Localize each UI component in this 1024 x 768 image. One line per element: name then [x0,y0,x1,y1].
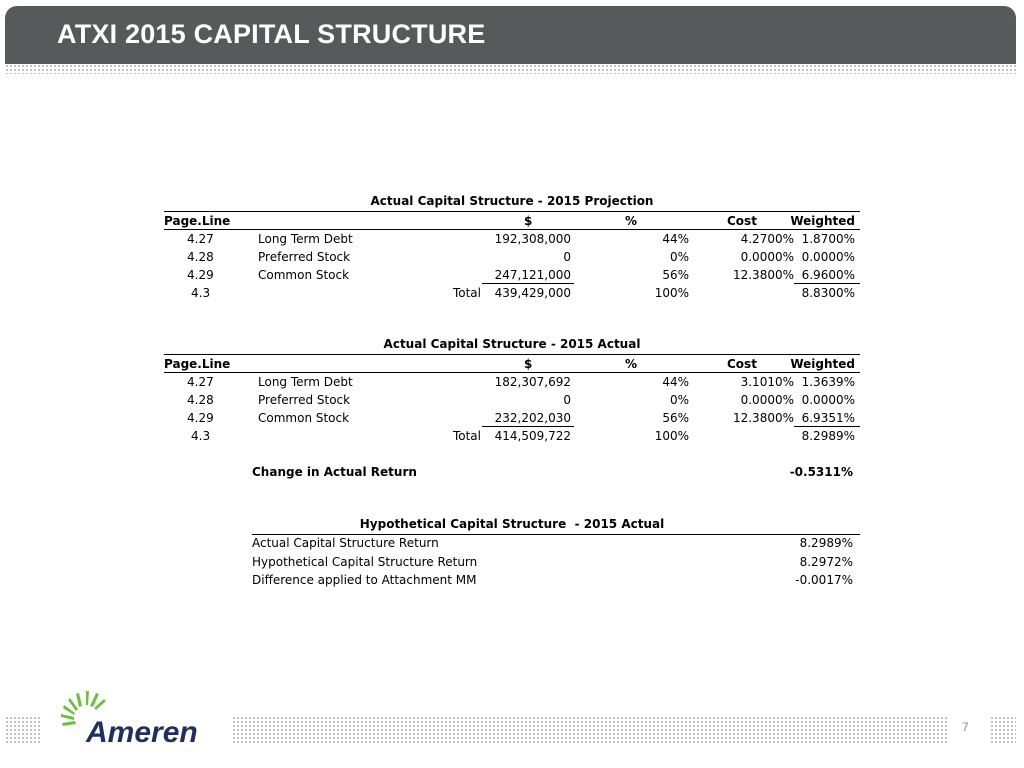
return-value: 8.2972% [799,555,853,569]
page-line: 4.27 [187,375,214,389]
ameren-logo-mark [60,687,210,745]
col-cost: Cost [727,214,757,228]
col-percent: % [625,357,638,371]
item-name: Long Term Debt [258,232,353,246]
col-page-line: Page.Line [164,357,231,371]
weighted-total: 8.8300% [801,286,855,300]
percent-value: 0% [669,250,689,264]
return-value: 8.2989% [799,536,853,550]
weighted-value: 0.0000% [801,393,855,407]
change-value: -0.5311% [789,465,853,479]
total-label: Total [452,286,481,300]
col-page-line: Page.Line [164,214,231,228]
change-row [164,463,860,481]
weighted-value: 6.9600% [801,268,855,282]
return-label: Actual Capital Structure Return [252,536,439,550]
percent-value: 44% [662,375,689,389]
dollars-value: 0 [563,393,571,407]
table-row [164,409,860,427]
col-dollars: $ [524,214,533,228]
ameren-logo [60,687,210,749]
cost-value: 4.2700% [740,232,794,246]
page-title: ATXI 2015 CAPITAL STRUCTURE [57,19,486,49]
col-dollars: $ [524,357,533,371]
item-name: Long Term Debt [258,375,353,389]
page-line: 4.29 [187,411,214,425]
dollars-value: 182,307,692 [494,375,571,389]
page-line: 4.27 [187,232,214,246]
footer-dot-strip-end [990,716,1016,744]
header-dot-strip [5,64,1016,74]
dollars-total: 414,509,722 [494,429,571,443]
weighted-value: 1.3639% [801,375,855,389]
weighted-value: 6.9351% [801,411,855,425]
dollars-value: 0 [563,250,571,264]
percent-value: 56% [662,268,689,282]
table-row [164,373,860,391]
item-name: Common Stock [258,268,350,282]
percent-total: 100% [654,286,689,300]
item-name: Preferred Stock [258,250,351,264]
col-cost: Cost [727,357,757,371]
percent-value: 56% [662,411,689,425]
table-row [164,266,860,284]
table-row [164,391,860,409]
projection-table-title: Actual Capital Structure - 2015 Projection [370,194,654,208]
cost-value: 12.3800% [732,268,794,282]
logo-wordmark: Ameren [86,716,198,745]
return-value: -0.0017% [795,573,853,587]
page-line: 4.3 [191,286,211,300]
percent-value: 44% [662,232,689,246]
change-label: Change in Actual Return [252,465,417,479]
footer-dot-strip-left [5,716,41,744]
dollars-value: 247,121,000 [494,268,571,282]
list-item [164,553,860,571]
total-label: Total [452,429,481,443]
cost-value: 0.0000% [740,393,794,407]
dollars-total: 439,429,000 [494,286,571,300]
col-percent: % [625,214,638,228]
col-weighted: Weighted [790,214,855,228]
weighted-total: 8.2989% [801,429,855,443]
cost-value: 3.1010% [740,375,794,389]
footer-dot-strip-right [232,716,947,744]
page-number: 7 [962,720,969,734]
column-header-row [164,212,860,230]
return-label: Hypothetical Capital Structure Return [252,555,478,569]
cost-value: 0.0000% [740,250,794,264]
dollars-value: 232,202,030 [494,411,571,425]
cost-value: 12.3800% [732,411,794,425]
percent-total: 100% [654,429,689,443]
page-line: 4.28 [187,250,214,264]
return-label: Difference applied to Attachment MM [252,573,477,587]
weighted-value: 0.0000% [801,250,855,264]
page-line: 4.28 [187,393,214,407]
item-name: Common Stock [258,411,350,425]
page-line: 4.29 [187,268,214,282]
col-weighted: Weighted [790,357,855,371]
list-item [164,534,860,552]
weighted-value: 1.8700% [801,232,855,246]
hypothetical-table-title: Hypothetical Capital Structure - 2015 Actual [359,517,665,531]
total-row [164,427,860,445]
table-row [164,248,860,266]
dollars-value: 192,308,000 [494,232,571,246]
actual-table-title: Actual Capital Structure - 2015 Actual [383,337,641,351]
percent-value: 0% [669,393,689,407]
item-name: Preferred Stock [258,393,351,407]
table-row [164,230,860,248]
list-item [164,571,860,589]
column-header-row [164,355,860,373]
page-line: 4.3 [191,429,211,443]
total-row [164,284,860,302]
